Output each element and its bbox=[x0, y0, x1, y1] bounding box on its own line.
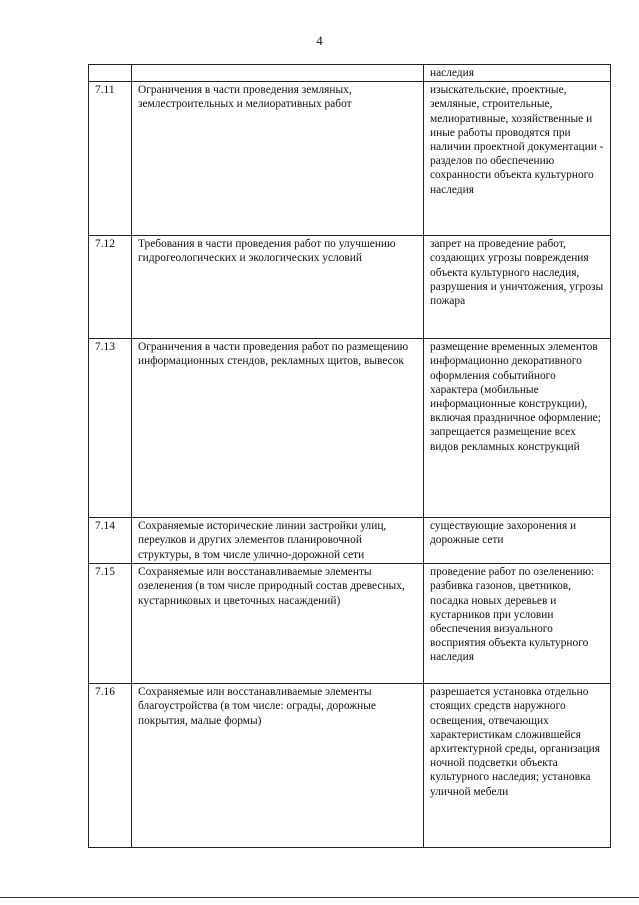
page-number: 4 bbox=[316, 33, 323, 48]
row-description: Ограничения в части проведения работ по размещению информационных стендов, рекламных щитов, вывесок bbox=[132, 339, 424, 518]
row-note: размещение временных элементов информационно декоративного оформления событийного характера (мобильные информационные конструкции), включая праздничное оформление; запрещается размещение всех видов рекламных конструкций bbox=[424, 339, 611, 518]
row-note: существующие захоронения и дорожные сети bbox=[424, 518, 611, 564]
table-row-7-16 bbox=[89, 684, 611, 848]
footer-divider bbox=[0, 897, 639, 898]
row-note: изыскательские, проектные, земляные, строительные, мелиоративные, хозяйственные и иные работы проводятся при наличии проектной документации - разделов по обеспечению сохранности объекта культурного наследия bbox=[424, 82, 611, 236]
row-number: 7.15 bbox=[89, 564, 132, 684]
row-number: 7.12 bbox=[89, 236, 132, 339]
row-number: 7.13 bbox=[89, 339, 132, 518]
table-row-7-14 bbox=[89, 518, 611, 564]
row-description: Ограничения в части проведения земляных, землестроительных и мелиоративных работ bbox=[132, 82, 424, 236]
table-row-continuation bbox=[89, 65, 611, 82]
table-row-7-12 bbox=[89, 236, 611, 339]
row-number: 7.16 bbox=[89, 684, 132, 848]
row-note: проведение работ по озеленению: разбивка газонов, цветников, посадка новых деревьев и кустарников при условии обеспечения визуального восприятия объекта культурного наследия bbox=[424, 564, 611, 684]
row-number: 7.11 bbox=[89, 82, 132, 236]
table-row-7-13 bbox=[89, 339, 611, 518]
row-number bbox=[89, 65, 132, 82]
table-row-7-11 bbox=[89, 82, 611, 236]
row-note: разрешается установка отдельно стоящих средств наружного освещения, отвечающих характеристикам сложившейся архитектурной среды, организация ночной подсветки объекта культурного наследия; установка уличной мебели bbox=[424, 684, 611, 848]
row-description: Сохраняемые исторические линии застройки улиц, переулков и других элементов планировочной структуры, в том числе улично-дорожной сети bbox=[132, 518, 424, 564]
row-description: Требования в части проведения работ по улучшению гидрогеологических и экологических условий bbox=[132, 236, 424, 339]
row-description: Сохраняемые или восстанавливаемые элементы озеленения (в том числе природный состав древесных, кустарниковых и цветочных насаждений) bbox=[132, 564, 424, 684]
restrictions-table bbox=[88, 64, 611, 848]
table-row-7-15 bbox=[89, 564, 611, 684]
row-number: 7.14 bbox=[89, 518, 132, 564]
row-description bbox=[132, 65, 424, 82]
row-note: запрет на проведение работ, создающих угрозы повреждения объекта культурного наследия, разрушения и уничтожения, угрозы пожара bbox=[424, 236, 611, 339]
row-description: Сохраняемые или восстанавливаемые элементы благоустройства (в том числе: ограды, дорожные покрытия, малые формы) bbox=[132, 684, 424, 848]
row-note: наследия bbox=[424, 65, 611, 82]
